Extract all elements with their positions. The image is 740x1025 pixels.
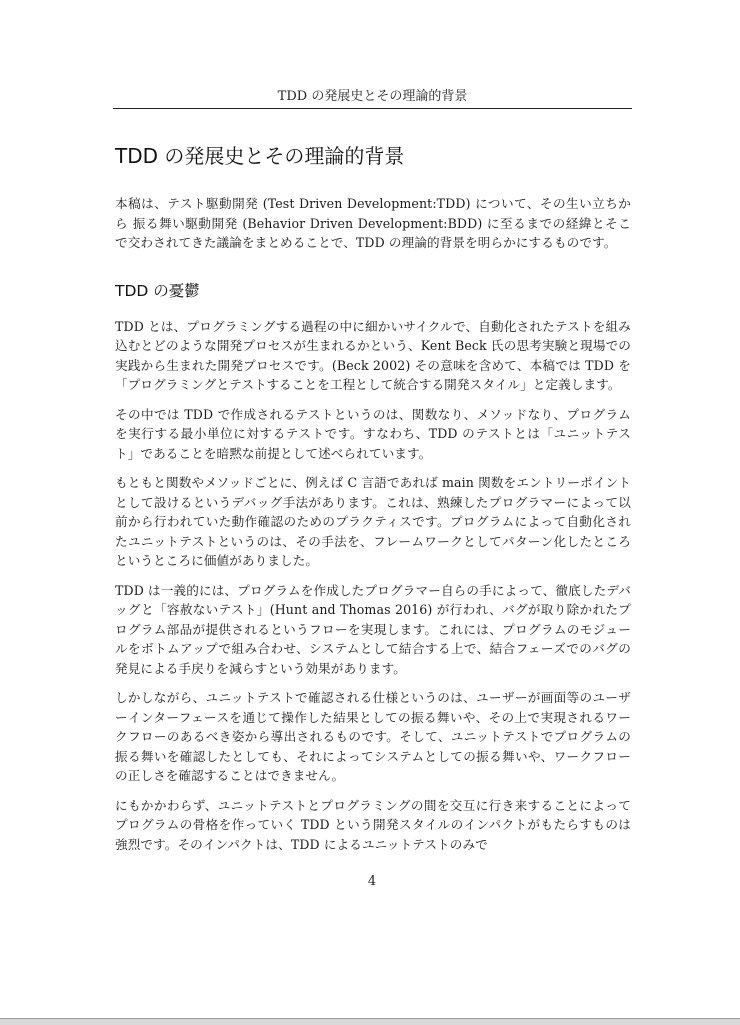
body-paragraph: TDD は一義的には、プログラムを作成したプログラマー自らの手によって、徹底したデバッグと「容赦ないテスト」(Hunt and Thomas 2016) が行われ、バグが取り除かれたプログラム部品が提供されるというフローを実現します。これには、プログラムのモジュールをボトムアップで組み合わせ、システムとして結合する上で、結合フェーズでのバグの発見による手戻りを減らすという効果があります。 <box>115 582 631 676</box>
page-content <box>115 142 631 864</box>
body-paragraph: にもかかわらず、ユニットテストとプログラミングの間を交互に行き来することによってプログラムの骨格を作っていく TDD という開発スタイルのインパクトがもたらすものは強烈です。そのインパクトは、TDD によるユニットテストのみで <box>115 797 631 852</box>
intro-paragraph: 本稿は、テスト駆動開発 (Test Driven Development:TDD) について、その生い立ちから 振る舞い駆動開発 (Behavior Driven Development:BDD) に至るまでの経緯とそこで交わされてきた議論をまとめることで、TDD の理論的背景を明らかにするものです。 <box>115 196 631 250</box>
body-paragraph: もともと関数やメソッドごとに、例えば C 言語であれば main 関数をエントリーポイントとして設けるというデバッグ手法があります。これは、熟練したプログラマーによって以前から行われていた動作確認のためのプラクティスです。プログラムによって自動化されたユニットテストというのは、その手法を、フレームワークとしてパターン化したところというところに価値がありました。 <box>115 475 631 568</box>
body-paragraph: しかしながら、ユニットテストで確認される仕様というのは、ユーザーが画面等のユーザーインターフェースを通じて操作した結果としての振る舞いや、その上で実現されるワークフローのあるべき姿から導出されるものです。そして、ユニットテストでプログラムの振る舞いを確認したとしても、それによってシステムとしての振る舞いや、ワークフローの正しさを確認することはできません。 <box>115 690 631 783</box>
section-heading: TDD の憂鬱 <box>115 281 200 300</box>
header-rule <box>113 108 632 109</box>
body-paragraph: その中では TDD で作成されるテストというのは、関数なり、メソッドなり、プログラムを実行する最小単位に対するテストです。すなわち、TDD のテストとは「ユニットテスト」であることを暗黙な前提として述べられています。 <box>115 406 631 461</box>
page-title: TDD の発展史とその理論的背景 <box>115 144 405 168</box>
body-paragraph: TDD とは、プログラミングする過程の中に細かいサイクルで、自動化されたテストを組み込むとどのような開発プロセスが生まれるかという、Kent Beck 氏の思考実験と現場での実践から生まれた開発プロセスです。(Beck 2002) その意味を含めて、本稿では TDD を「プログラミングとテストすることを工程として統合する開発スタイル」と定義します。 <box>115 318 631 392</box>
page-number: 4 <box>367 874 377 889</box>
running-header: TDD の発展史とその理論的背景 <box>277 89 468 104</box>
